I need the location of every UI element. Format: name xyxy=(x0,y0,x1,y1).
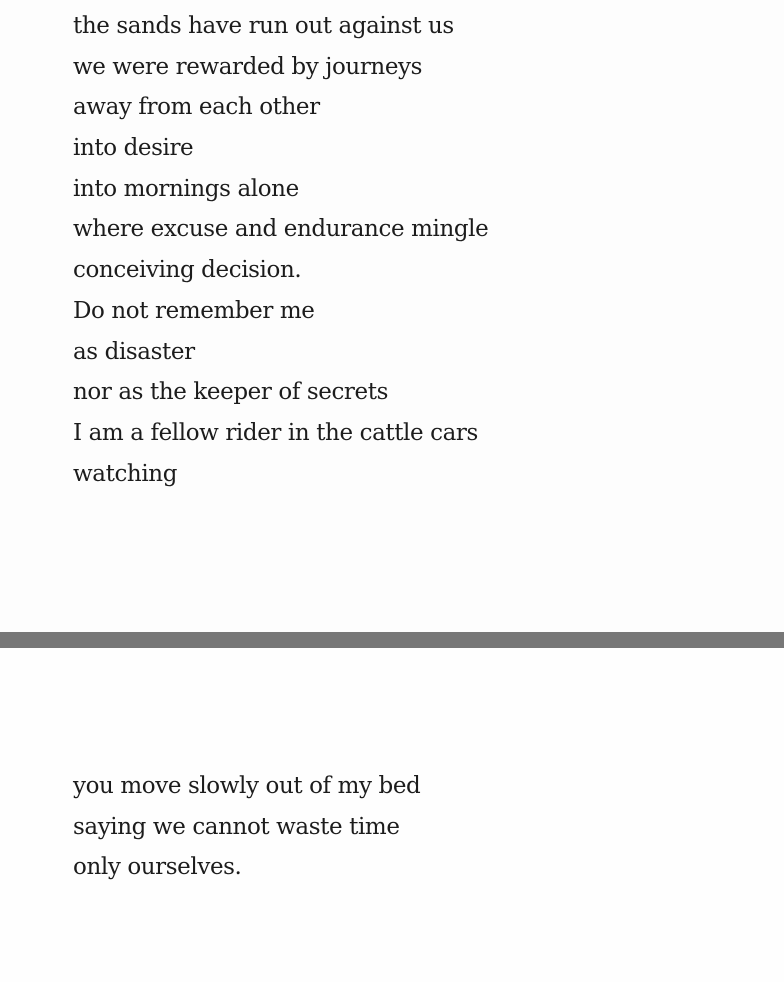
poem-line: as disaster xyxy=(73,338,195,365)
page-bottom xyxy=(0,648,784,982)
poem-line: conceiving decision. xyxy=(73,257,302,284)
poem-line: watching xyxy=(73,460,178,487)
page-divider-bar xyxy=(0,632,784,648)
poem-line: Do not remember me xyxy=(73,297,315,324)
poem-line: only ourselves. xyxy=(73,854,242,881)
poem-line: you move slowly out of my bed xyxy=(73,773,421,799)
poem-line: I am a fellow rider in the cattle cars xyxy=(73,419,478,446)
poem-line: nor as the keeper of secrets xyxy=(73,379,388,406)
poem-line: where excuse and endurance mingle xyxy=(73,216,489,243)
poem-line: we were rewarded by journeys xyxy=(73,53,423,80)
poem-line: saying we cannot waste time xyxy=(73,813,400,840)
poem-line: into mornings alone xyxy=(73,175,299,202)
poem-line: away from each other xyxy=(73,94,320,121)
poem-stanza-top xyxy=(73,6,488,494)
poem-stanza-bottom xyxy=(73,766,420,888)
page-separator xyxy=(0,632,784,648)
poem-line: into desire xyxy=(73,135,194,162)
poem-line: the sands have run out against us xyxy=(73,13,454,39)
